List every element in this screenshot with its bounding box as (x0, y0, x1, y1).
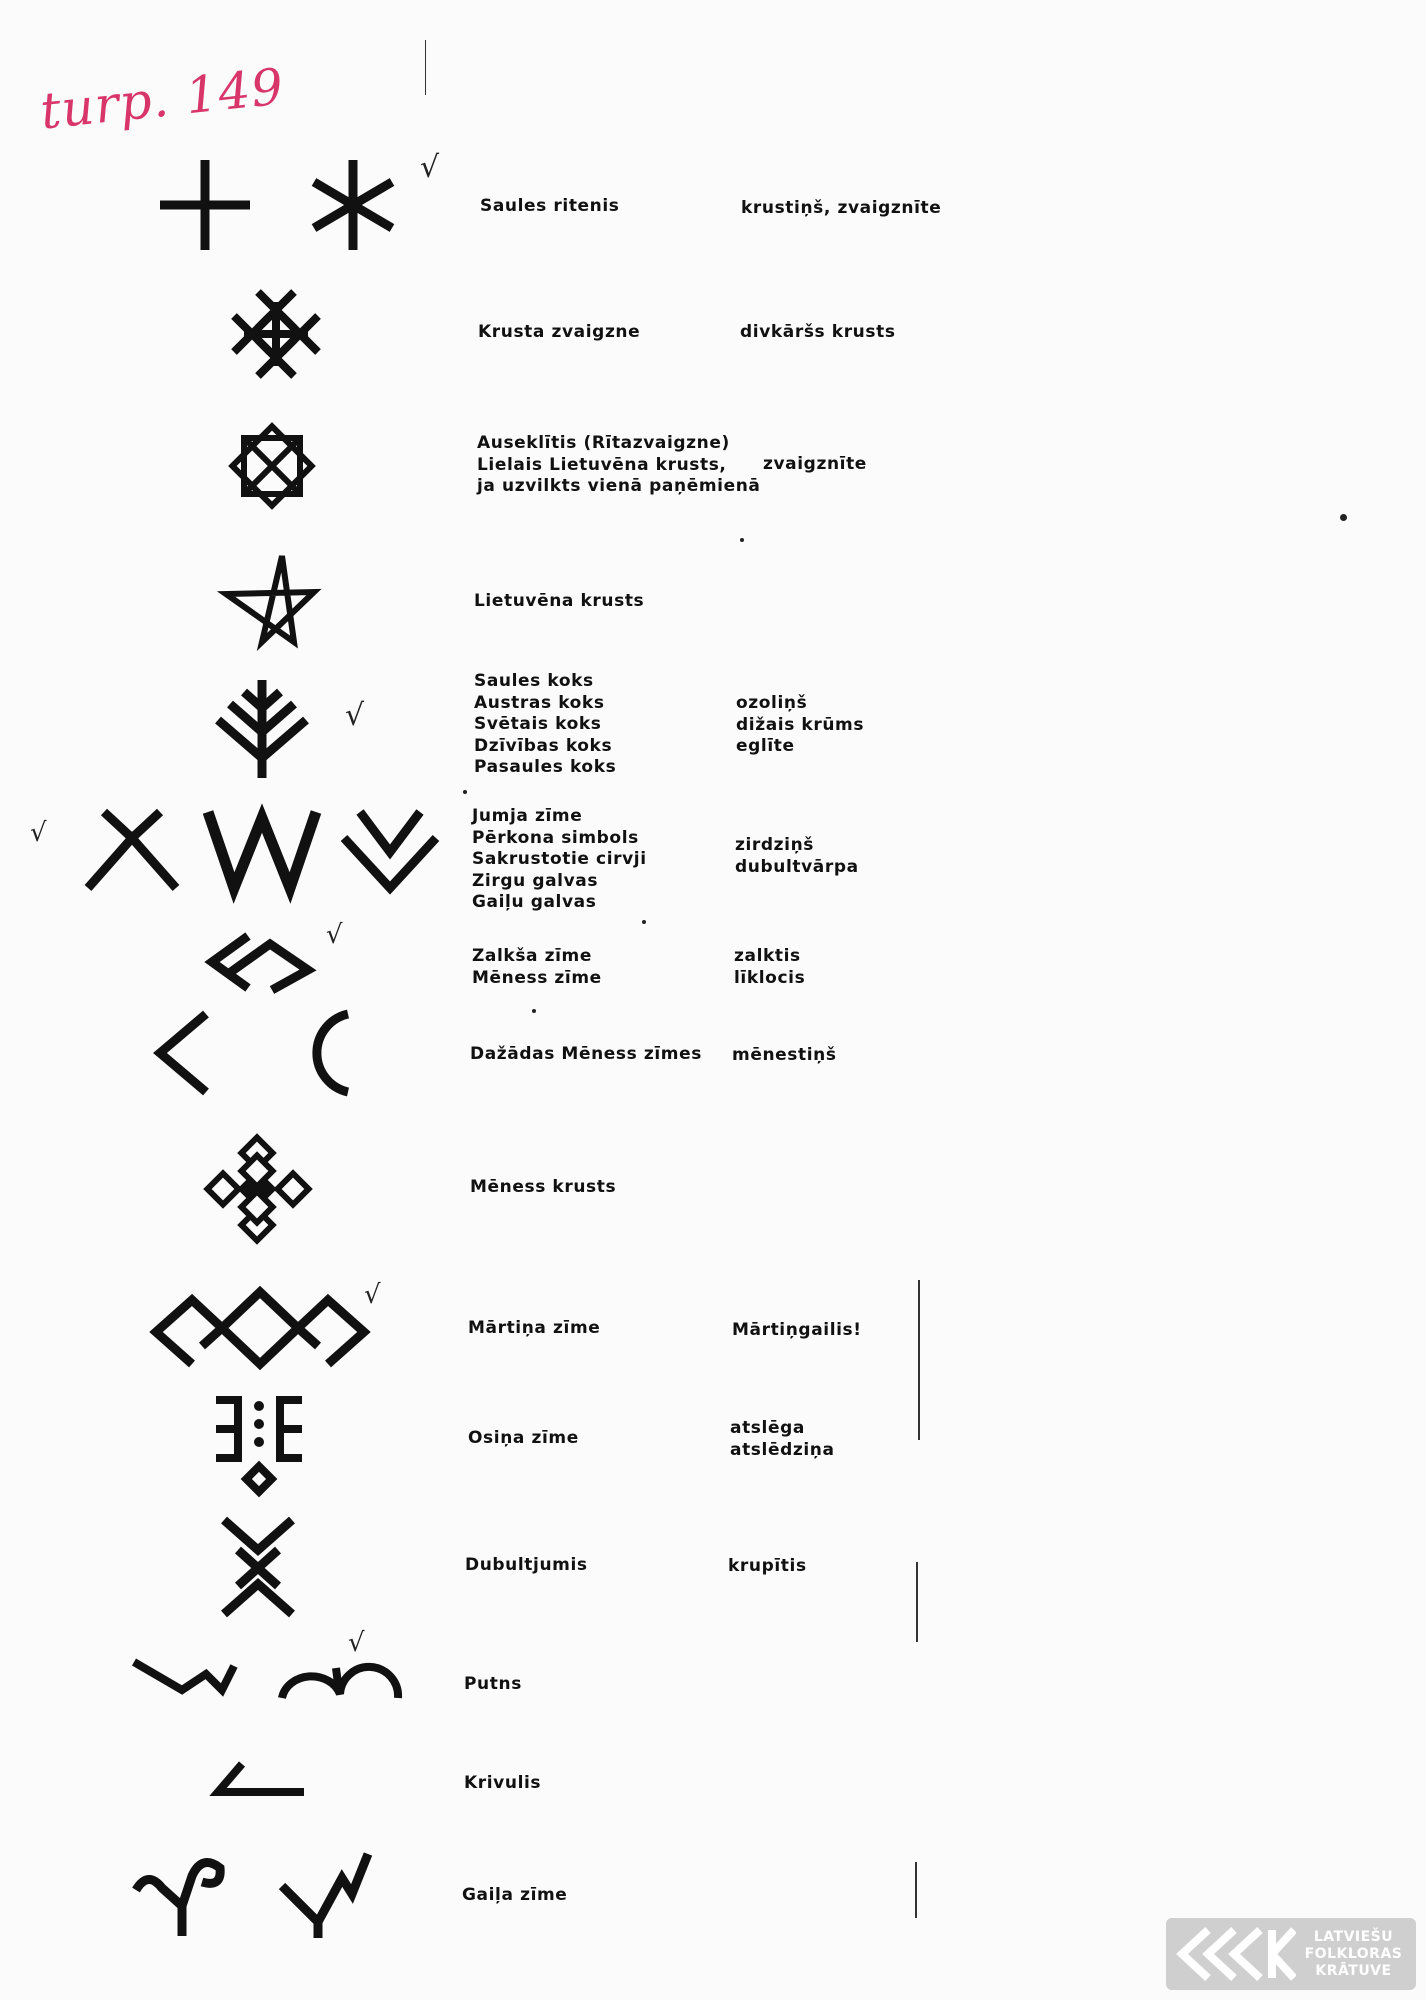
krivulis-symbol (212, 1760, 306, 1798)
ink-speck (740, 538, 744, 542)
jumis-symbol (84, 808, 180, 892)
tree-of-life-symbol (214, 678, 310, 778)
cross-star-symbol (230, 288, 324, 380)
checkmark: √ (420, 150, 440, 185)
row-5-name: Saules koks Austras koks Svētais koks Dzīvības koks Pasaules koks (474, 671, 617, 777)
row-7-name: Zalkša zīme Mēness zīme (472, 946, 602, 988)
row-15-name: Gaiļa zīme (462, 1885, 568, 1905)
rooster-curl-symbol (132, 1848, 228, 1938)
row-7-alt: zalktis līklocis (734, 946, 806, 988)
bird-arc-symbol (278, 1658, 402, 1702)
ink-speck (463, 790, 467, 794)
logo-line-2: FOLKLORAS (1304, 1946, 1403, 1962)
row-1-alt: krustiņš, zvaigznīte (741, 198, 942, 218)
row-11-name: Osiņa zīme (468, 1428, 579, 1448)
auseklitis-octagram-symbol (226, 420, 318, 512)
latviesu-folkloras-kratuve-logo (1166, 1918, 1416, 1990)
row-14-name: Krivulis (464, 1773, 542, 1793)
row-6-name: Jumja zīme Pērkona simbols Sakrustotie cirvji Zirgu galvas Gaiļu galvas (472, 806, 647, 912)
checkmark: √ (30, 818, 47, 848)
logo-line-3: KRĀTUVE (1315, 1963, 1392, 1979)
scan-artifact-line (425, 40, 426, 95)
crescent-moon-symbol (304, 1010, 354, 1096)
ink-speck (1340, 514, 1347, 521)
checkmark: √ (348, 1628, 365, 1658)
row-8-alt: mēnestiņš (732, 1045, 837, 1065)
row-13-name: Putns (464, 1674, 522, 1694)
angular-moon-symbol (154, 1010, 210, 1096)
row-12-name: Dubultjumis (465, 1555, 588, 1575)
ink-speck (642, 920, 646, 924)
ink-speck (532, 1009, 536, 1013)
row-9-name: Mēness krusts (470, 1177, 617, 1197)
row-1-name: Saules ritenis (480, 196, 620, 216)
double-jumis-symbol (218, 1516, 298, 1618)
cross-symbol (160, 160, 250, 250)
row-3-name: Auseklītis (Rītazvaigzne) Lielais Lietuvēna krusts, ja uzvilkts vienā paņēmienā (477, 433, 761, 496)
row-3-alt: zvaigznīte (763, 454, 867, 474)
row-5-alt: ozoliņš dižais krūms eglīte (736, 693, 865, 756)
logo-line-1: LATVIEŠU (1313, 1929, 1394, 1945)
checkmark: √ (326, 920, 343, 950)
row-11-alt: atslēga atslēdziņa (730, 1418, 835, 1460)
margin-rule (915, 1862, 917, 1918)
row-10-alt: Mārtiņgailis! (732, 1320, 862, 1340)
pentagram-symbol (224, 552, 318, 646)
row-10-name: Mārtiņa zīme (468, 1318, 601, 1338)
row-6-alt: zirdziņš dubultvārpa (735, 835, 859, 877)
lfk-chevron-logo-icon (1172, 1924, 1296, 1984)
row-8-name: Dažādas Mēness zīmes (470, 1044, 702, 1064)
margin-rule (916, 1562, 918, 1642)
perkons-w-symbol (204, 808, 320, 892)
margin-rule (918, 1280, 920, 1440)
row-2-alt: divkāršs krusts (740, 322, 896, 342)
checkmark: √ (345, 698, 365, 733)
osina-key-symbol (212, 1394, 306, 1498)
rooster-zigzag-symbol (278, 1848, 374, 1940)
checkmark: √ (364, 1280, 381, 1310)
martina-symbol (152, 1278, 368, 1370)
row-12-alt: krupītis (728, 1556, 807, 1576)
handwritten-page-note: turp. 149 (37, 57, 287, 141)
row-4-name: Lietuvēna krusts (474, 591, 645, 611)
crossed-axes-symbol (340, 808, 440, 892)
bird-zigzag-symbol (130, 1656, 238, 1698)
row-2-name: Krusta zvaigzne (478, 322, 641, 342)
moon-cross-symbol (208, 1138, 310, 1240)
zalktis-s-symbol (208, 932, 312, 992)
asterisk-star-symbol (308, 160, 398, 250)
